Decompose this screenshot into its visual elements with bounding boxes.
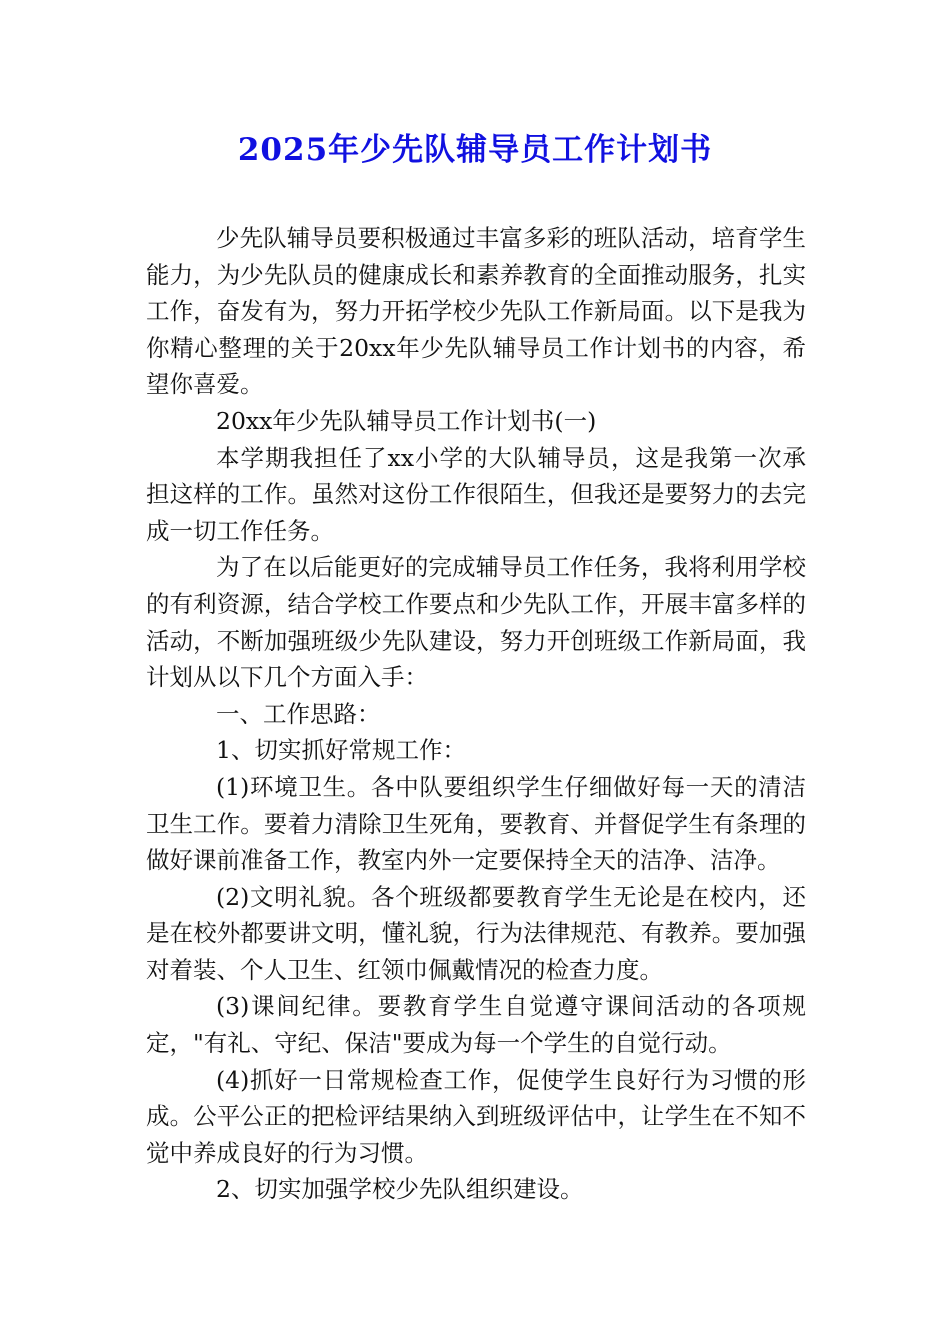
paragraph-heading-organization: 2、切实加强学校少先队组织建设。 — [216, 1175, 584, 1204]
paragraph-hygiene: (1)环境卫生。各中队要组织学生仔细做好每一天的清洁卫生工作。要着力清除卫生死角，要教育、并督促学生有条理的做好课前准备工作，教室内外一定要保持全天的洁净、洁净。 — [146, 772, 806, 875]
paragraph-heading-work-ideas: 一、工作思路： — [216, 699, 381, 728]
paragraph-discipline: (3)课间纪律。要教育学生自觉遵守课间活动的各项规定，"有礼、守纪、保洁"要成为每一个学生的自觉行动。 — [146, 992, 806, 1058]
paragraph-daily-check: (4)抓好一日常规检查工作，促使学生良好行为习惯的形成。公平公正的把检评结果纳入到班级评估中，让学生在不知不觉中养成良好的行为习惯。 — [146, 1065, 806, 1167]
paragraph-role: 本学期我担任了xx小学的大队辅导员，这是我第一次承担这样的工作。虽然对这份工作很陌生，但我还是要努力的去完成一切工作任务。 — [146, 443, 806, 545]
paragraph-section-heading: 20xx年少先队辅导员工作计划书(一) — [216, 406, 597, 435]
paragraph-heading-routine: 1、切实抓好常规工作： — [216, 736, 466, 765]
document-body — [146, 220, 806, 1208]
paragraph-plan: 为了在以后能更好的完成辅导员工作任务，我将利用学校的有利资源，结合学校工作要点和少先队工作，开展丰富多样的活动，不断加强班级少先队建设，努力开创班级工作新局面，我计划从以下几个方面入手： — [146, 553, 806, 692]
paragraph-courtesy: (2)文明礼貌。各个班级都要教育学生无论是在校内，还是在校外都要讲文明，懂礼貌，行为法律规范、有教养。要加强对着装、个人卫生、红领巾佩戴情况的检查力度。 — [146, 882, 806, 984]
paragraph-intro: 少先队辅导员要积极通过丰富多彩的班队活动，培育学生能力，为少先队员的健康成长和素养教育的全面推动服务，扎实工作，奋发有为，努力开拓学校少先队工作新局面。以下是我为你精心整理的关于20xx年少先队辅导员工作计划书的内容，希望你喜爱。 — [146, 224, 806, 399]
document-title: 2025年少先队辅导员工作计划书 — [237, 132, 713, 168]
